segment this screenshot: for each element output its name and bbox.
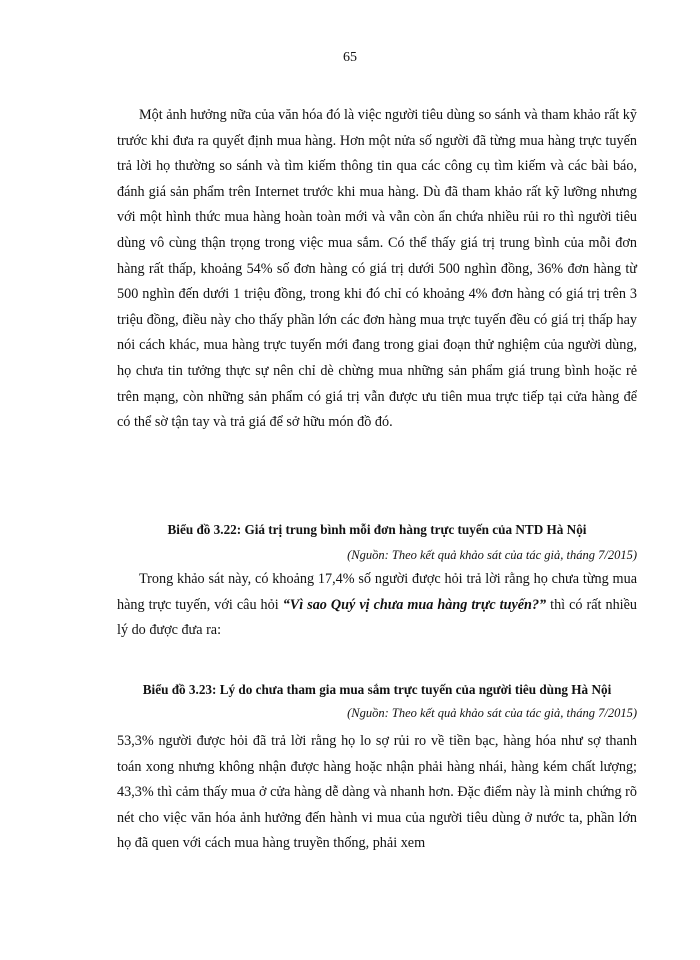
- paragraph-1: Một ảnh hưởng nữa của văn hóa đó là việc người tiêu dùng so sánh và tham khảo rất kỹ trước khi đưa ra quyết định mua hàng. Hơn một nửa số người đã từng mua hàng trực tuyến trả lời họ thường so sánh và tìm kiếm thông tin qua các công cụ tìm kiếm và các bài báo, đánh giá sản phẩm trên Internet trước khi mua hàng. Dù đã tham khảo rất kỹ lưỡng nhưng với một hình thức mua hàng hoàn toàn mới và vẫn còn ẩn chứa nhiều rủi ro thì người tiêu dùng vô cùng thận trọng trong việc mua sắm. Có thể thấy giá trị trung bình của mỗi đơn hàng rất thấp, khoảng 54% số đơn hàng có giá trị dưới 500 nghìn đồng, 36% đơn hàng từ 500 nghìn đến dưới 1 triệu đồng, trong khi đó chỉ có khoảng 4% đơn hàng có giá trị trên 3 triệu đồng, điều này cho thấy phần lớn các đơn hàng mua trực tuyến đều có giá trị thấp hay nói cách khác, mua hàng trực tuyến mới đang trong giai đoạn thử nghiệm của người dùng, họ chưa tin tưởng thực sự nên chỉ dè chừng mua những sản phẩm giá trung bình hoặc rẻ trên mạng, còn những sản phẩm có giá trị vẫn được ưu tiên mua trực tiếp tại cửa hàng để có thể sờ tận tay và trả giá để sở hữu món đồ đó.: [117, 107, 637, 431]
- chart-source-3-22: (Nguồn: Theo kết quả khảo sát của tác giả, tháng 7/2015): [347, 548, 637, 562]
- chart-caption-3-22: Biểu đồ 3.22: Giá trị trung bình mỗi đơn hàng trực tuyến của NTD Hà Nội: [167, 522, 587, 537]
- paragraph-3: 53,3% người được hỏi đã trả lời rằng họ lo sợ rủi ro về tiền bạc, hàng hóa như sợ thanh toán xong nhưng không nhận được hàng hoặc nhận phải hàng nhái, hàng kém chất lượng; 43,3% thì cảm thấy mua ở cửa hàng dễ dàng và nhanh hơn. Đặc điểm này là minh chứng rõ nét cho việc văn hóa ảnh hưởng đến hành vi mua của người tiêu dùng ở nước ta, phần lớn họ đã quen với cách mua hàng truyền thống, phải xem: [117, 733, 637, 852]
- chart-caption-3-23: Biểu đồ 3.23: Lý do chưa tham gia mua sắm trực tuyến của người tiêu dùng Hà Nội: [142, 682, 612, 697]
- page-number: 65: [343, 50, 357, 65]
- paragraph-2-tail: thì có rất nhiều lý do được đưa ra:: [117, 596, 638, 639]
- paragraph-2: [117, 567, 637, 644]
- chart-source-3-23: (Nguồn: Theo kết quả khảo sát của tác giả, tháng 7/2015): [347, 706, 637, 720]
- paragraph-2-text: Trong khảo sát này, có khoảng 17,4% số người được hỏi trả lời rằng họ chưa từng mua hàng trực tuyến, với câu hỏi: [117, 571, 637, 613]
- survey-question: “Vì sao Quý vị chưa mua hàng trực tuyến?”: [282, 596, 547, 613]
